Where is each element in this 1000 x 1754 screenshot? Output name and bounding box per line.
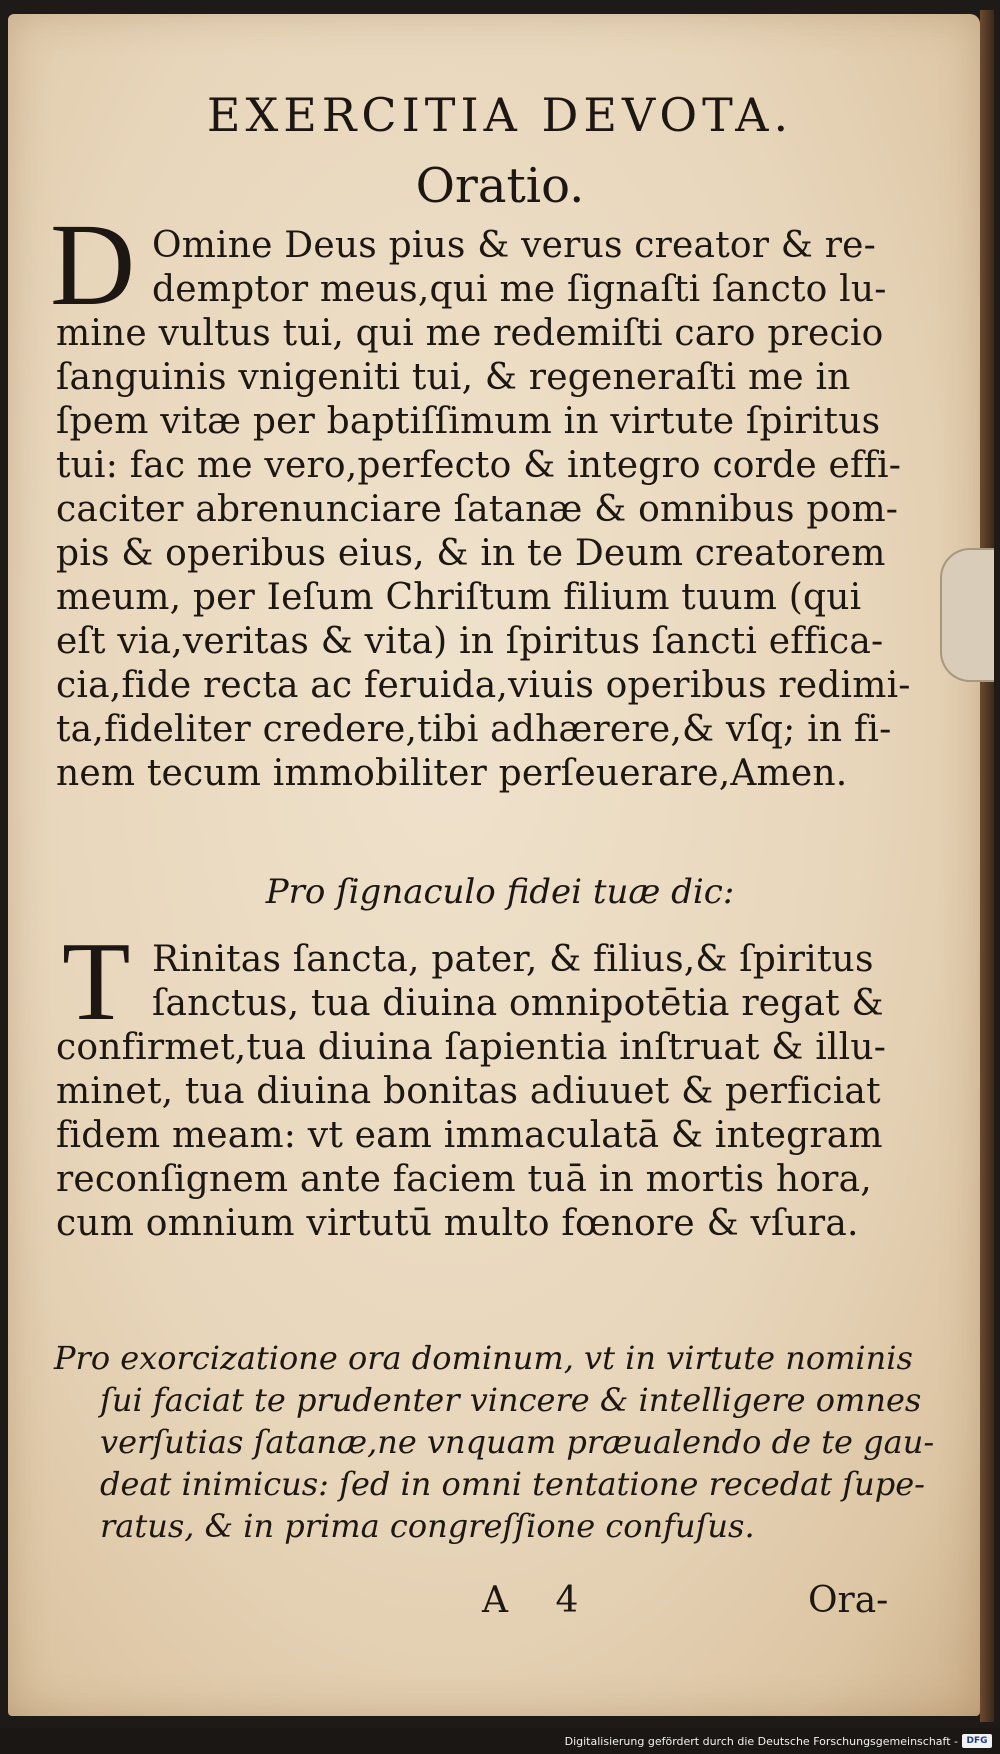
prayer1-line-2: demptor meus,qui me ſignaſti ſancto lu- — [152, 269, 887, 310]
prayer1-line-4: ſanguinis vnigeniti tui, & regeneraſti me in — [56, 357, 851, 398]
instruction-line-4: deat inimicus: ſed in omni tentatione recedat ſupe- — [100, 1465, 925, 1503]
prayer2-line-4: minet, tua diuina bonitas adiuuet & perficiat — [56, 1071, 881, 1112]
prayer2-line-6: reconſignem ante faciem tuā in mortis hora, — [56, 1159, 872, 1200]
prayer2-line-5: fidem meam: vt eam immaculatā & integram — [56, 1115, 883, 1156]
rubric: Pro ſignaculo fidei tuæ dic: — [265, 872, 735, 912]
instruction-line-1: Pro exorcizatione ora dominum, vt in virtute nominis — [54, 1339, 913, 1377]
catchword: Ora- — [808, 1580, 889, 1621]
prayer1-line-10: eſt via,veritas & vita) in ſpiritus ſancti effica- — [56, 621, 884, 662]
prayer2-line-1: Rinitas ſancta, pater, & filius,& ſpiritus — [152, 939, 874, 980]
prayer1-line-7: caciter abrenunciare ſatanæ & omnibus pom- — [56, 489, 899, 530]
prayer1-line-6: tui: fac me vero,perfecto & integro corde effi- — [56, 445, 902, 486]
prayer1-line-3: mine vultus tui, qui me redemiſti caro precio — [56, 313, 884, 354]
instruction-line-3: verſutias ſatanæ,ne vnquam præualendo de te gau- — [100, 1423, 935, 1461]
prayer1-line-12: ta,fideliter credere,tibi adhærere,& vſq; in fi- — [56, 709, 892, 750]
dfg-logo-icon: DFG — [962, 1734, 992, 1748]
prayer1-line-5: ſpem vitæ per baptiſſimum in virtute ſpiritus — [56, 401, 881, 442]
prayer1-line-11: cia,fide recta ac feruida,viuis operibus redimi- — [56, 665, 911, 706]
prayer2-line-7: cum omnium virtutū multo fœnore & vſura. — [56, 1203, 859, 1244]
prayer1-line-1: Omine Deus pius & verus creator & re- — [152, 225, 876, 266]
prayer2-line-3: confirmet,tua diuina ſapientia inſtruat & illu- — [56, 1027, 887, 1068]
footer-credit: Digitalisierung gefördert durch die Deutsche Forschungsgemeinschaft - — [564, 1735, 958, 1748]
running-head: EXERCITIA DEVOTA. — [206, 88, 794, 142]
book-edge — [980, 10, 994, 1722]
clasp-tab — [940, 548, 994, 682]
prayer1-line-8: pis & operibus eius, & in te Deum creatorem — [56, 533, 886, 574]
section-title: Oratio. — [415, 158, 585, 214]
instruction-line-2: ſui faciat te prudenter vincere & intelligere omnes — [100, 1381, 922, 1419]
signature-mark: A 4 — [482, 1580, 597, 1621]
prayer1-line-13: nem tecum immobiliter perſeuerare,Amen. — [56, 753, 848, 794]
dropcap-d: D — [50, 199, 136, 330]
prayer1-line-9: meum, per Ieſum Chriſtum filium tuum (qui — [56, 577, 862, 618]
instruction-line-5: ratus, & in prima congreſſione confuſus. — [100, 1507, 755, 1545]
dropcap-t: T — [62, 920, 131, 1044]
prayer2-line-2: ſanctus, tua diuina omnipotētia regat & — [152, 983, 884, 1024]
